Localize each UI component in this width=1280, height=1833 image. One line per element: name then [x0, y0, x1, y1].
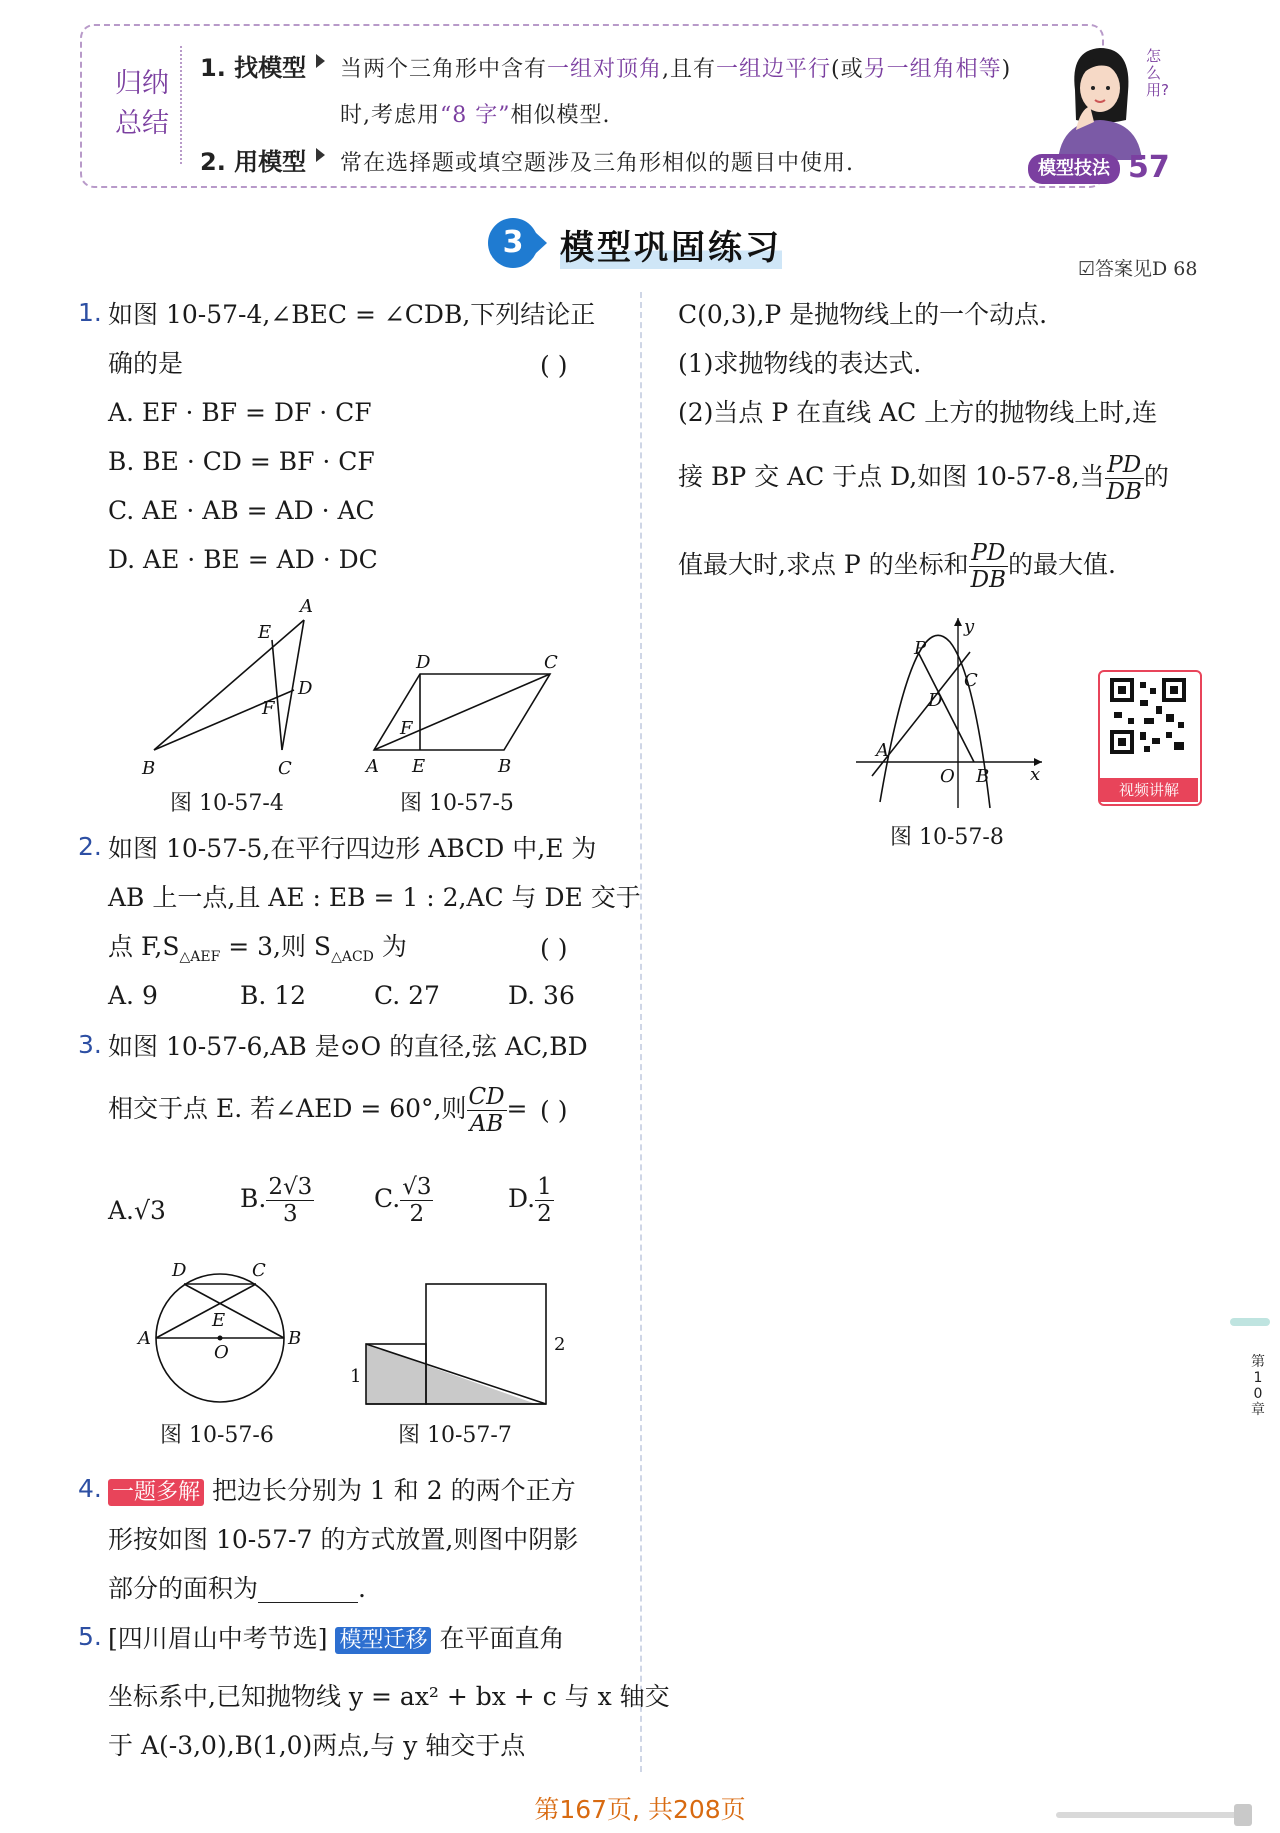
question-3-option-c: C. $\frac{√3}{2}$ [374, 1174, 432, 1227]
question-2-option-d: D. 36 [508, 981, 575, 1010]
question-3-line1: 如图 10-57-6,AB 是⊙O 的直径,弦 AC,BD [108, 1032, 588, 1061]
multi-solution-tag: 一题多解 [108, 1479, 204, 1506]
label-d: D [172, 1260, 187, 1281]
question-2-option-b: B. 12 [240, 981, 307, 1010]
section-arrow-icon [535, 232, 547, 254]
label-p: P [914, 638, 927, 659]
page-indicator: 第167页, 共208页 [534, 1795, 746, 1824]
question-5-part2-line3: 值最大时,求点 P 的坐标和 $\frac{PD}{DB}$ 的最大值. [678, 540, 1116, 593]
label-c: C [964, 670, 978, 691]
label-e: E [258, 622, 272, 643]
question-2-line2: AB 上一点,且 AE : EB = 1 : 2,AC 与 DE 交于 [108, 883, 641, 912]
label-b: B [498, 756, 512, 777]
label-c: C [544, 652, 558, 673]
label-x: x [1030, 764, 1041, 785]
question-4-number: 4. [78, 1474, 102, 1503]
label-a: A [300, 596, 313, 617]
video-explanation-label[interactable]: 视频讲解 [1100, 778, 1198, 802]
qr-code-icon [1100, 672, 1196, 772]
question-5-part2-line2: 接 BP 交 AC 于点 D,如图 10-57-8,当 $\frac{PD}{DB}$ 的 [678, 452, 1169, 505]
question-5-number: 5. [78, 1622, 102, 1651]
label-d: D [416, 652, 431, 673]
label-c: C [252, 1260, 266, 1281]
figure-4-caption: 图 10-57-4 [170, 791, 284, 816]
chapter-tab [1230, 1318, 1270, 1326]
question-5-line2: 坐标系中,已知抛物线 y = ax² + bx + c 与 x 轴交 [108, 1682, 670, 1711]
label-d: D [928, 690, 943, 711]
summary-item1-text: 当两个三角形中含有一组对顶角,且有一组边平行(或另一组角相等) [340, 57, 1012, 82]
section-title: 模型巩固练习 [560, 220, 782, 269]
label-y: y [964, 616, 975, 637]
label-b: B [976, 766, 990, 787]
question-4-line3: 部分的面积为________. [108, 1574, 366, 1603]
figure-5-caption: 图 10-57-5 [400, 791, 514, 816]
question-1-option-b: B. BE · CD = BF · CF [108, 447, 375, 476]
label-a: A [876, 740, 889, 761]
side-note: 怎么用? [1146, 47, 1169, 99]
question-5-line1: [四川眉山中考节选] 模型迁移 在平面直角 [108, 1624, 565, 1653]
fraction-cd-ab: $\frac{CD}{AB}$ [468, 1084, 505, 1137]
figure-6-caption: 图 10-57-6 [160, 1423, 274, 1448]
question-3-line2: 相交于点 E. 若∠AED = 60°,则 $\frac{CD}{AB}$ = [108, 1084, 528, 1137]
label-o: O [214, 1342, 229, 1363]
question-1-line2: 确的是 [108, 349, 184, 378]
horizontal-scrollbar[interactable] [1056, 1812, 1252, 1818]
label-d: D [298, 678, 313, 699]
chapter-label: 第 1 0 章 [1251, 1354, 1265, 1418]
label-f: F [262, 698, 275, 719]
question-2-answer-blank: ( ) [540, 934, 568, 963]
question-2-option-c: C. 27 [374, 981, 440, 1010]
label-b: B [288, 1328, 302, 1349]
summary-item1-label: 1. 找模型 [200, 54, 307, 82]
figure-8-caption: 图 10-57-8 [890, 825, 1004, 850]
question-2-number: 2. [78, 832, 102, 861]
figure-7-caption: 图 10-57-7 [398, 1423, 512, 1448]
label-e: E [212, 1310, 226, 1331]
label-f: F [400, 718, 413, 739]
question-1-option-c: C. AE · AB = AD · AC [108, 496, 375, 525]
label-e: E [412, 756, 426, 777]
question-5-line3: 于 A(-3,0),B(1,0)两点,与 y 轴交于点 [108, 1731, 526, 1760]
summary-item1-text-line2: 时,考虑用“8 字”相似模型. [340, 103, 611, 128]
question-2-option-a: A. 9 [108, 981, 158, 1010]
label-o: O [940, 766, 955, 787]
question-4-line1: 一题多解 把边长分别为 1 和 2 的两个正方 [108, 1466, 576, 1517]
question-5-right-line1: C(0,3),P 是抛物线上的一个动点. [678, 300, 1048, 329]
question-4-line2: 形按如图 10-57-7 的方式放置,则图中阴影 [108, 1525, 579, 1554]
girl-illustration [1050, 30, 1150, 160]
figure-10-57-7 [346, 1270, 576, 1420]
question-5-part1: (1)求抛物线的表达式. [678, 349, 922, 378]
summary-title: 归纳 总结 [115, 68, 169, 139]
label-two: 2 [554, 1334, 566, 1355]
question-1-line1: 如图 10-57-4,∠BEC = ∠CDB,下列结论正 [108, 300, 596, 329]
section-number: 3 [488, 218, 538, 268]
question-3-option-b: B. $\frac{2√3}{3}$ [240, 1174, 313, 1227]
summary-item2-text: 常在选择题或填空题涉及三角形相似的题目中使用. [340, 151, 854, 176]
scrollbar-thumb[interactable] [1234, 1804, 1252, 1826]
question-3-option-a: A.√3 [108, 1196, 166, 1225]
answer-reference: ☑答案见D 68 [1078, 258, 1198, 280]
question-1-answer-blank: ( ) [540, 351, 568, 380]
question-3-number: 3. [78, 1030, 102, 1059]
summary-divider [180, 46, 182, 164]
question-5-part2-line1: (2)当点 P 在直线 AC 上方的抛物线上时,连 [678, 398, 1158, 427]
question-2-line3: 点 $F,S_{\triangle AEF} = 3$,则 $S_{\triangle ACD}$ 为 [108, 932, 407, 965]
label-one: 1 [350, 1366, 362, 1387]
question-3-option-d: D. $\frac{1}{2}$ [508, 1174, 552, 1227]
question-3-answer-blank: ( ) [540, 1096, 568, 1125]
figure-10-57-8 [850, 612, 1050, 812]
label-c: C [278, 758, 292, 779]
question-1-number: 1. [78, 298, 102, 327]
badge-number: 57 [1128, 150, 1170, 185]
question-1-option-d: D. AE · BE = AD · DC [108, 545, 378, 574]
method-badge: 模型技法 [1028, 154, 1120, 184]
label-a: A [138, 1328, 151, 1349]
figure-10-57-4 [140, 590, 340, 780]
column-divider [640, 292, 642, 1772]
question-1-option-a: A. EF · BF = DF · CF [108, 398, 372, 427]
figure-10-57-5 [364, 650, 574, 780]
arrow-right-icon [316, 54, 325, 68]
model-transfer-tag: 模型迁移 [335, 1627, 431, 1654]
question-2-line1: 如图 10-57-5,在平行四边形 ABCD 中,E 为 [108, 834, 597, 863]
figure-10-57-6 [132, 1256, 312, 1416]
label-b: B [142, 758, 156, 779]
summary-item2-label: 2. 用模型 [200, 148, 307, 176]
arrow-right-icon [316, 148, 325, 162]
label-a: A [366, 756, 379, 777]
